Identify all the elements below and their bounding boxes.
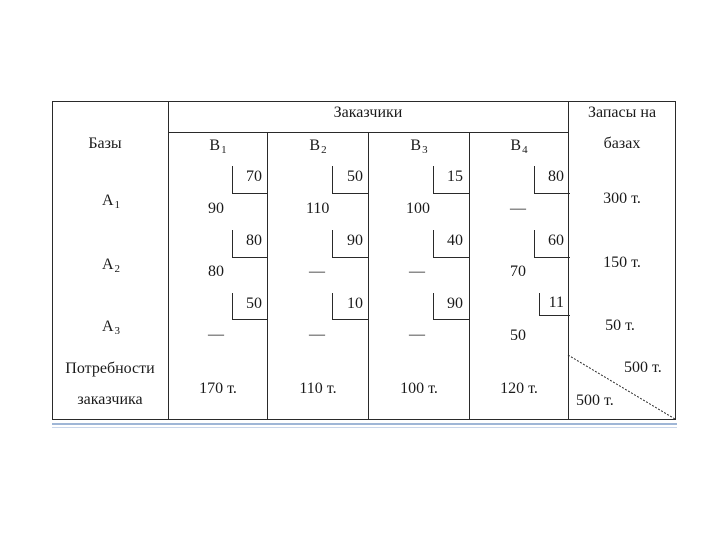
total-demand: 500 т. <box>576 392 614 409</box>
cost-box-h <box>433 193 469 194</box>
cost-box-h <box>433 257 469 258</box>
cost-a2-b2: 90 <box>347 232 363 249</box>
amount-a3-b4: 50 <box>510 327 526 344</box>
demand-b3: 100 т. <box>400 380 438 397</box>
column-header-b3: $B_3$ <box>410 137 428 156</box>
table-border-left <box>52 101 53 420</box>
amount-a3-b1: — <box>208 326 224 343</box>
demand-b4: 120 т. <box>500 380 538 397</box>
customers-header: Заказчики <box>333 104 403 121</box>
cost-box-h <box>232 257 267 258</box>
bottom-accent-line <box>52 423 677 425</box>
cost-box-h <box>534 257 570 258</box>
column-header-b2: $B_2$ <box>309 137 327 156</box>
column-header-b1: $B_1$ <box>209 137 227 156</box>
demand-label-line2: заказчика <box>77 391 143 408</box>
cost-a3-b4: 11 <box>548 294 564 311</box>
stock-a1: 300 т. <box>603 190 641 207</box>
row-header-a1: $A_1$ <box>101 192 121 211</box>
grid-line-h <box>168 132 568 133</box>
cost-a1-b3: 15 <box>447 168 463 185</box>
bottom-accent-line <box>52 427 677 428</box>
cost-a1-b1: 70 <box>246 168 262 185</box>
cost-a3-b1: 50 <box>246 295 262 312</box>
amount-a2-b2: — <box>309 263 325 280</box>
cost-a1-b4: 80 <box>548 168 564 185</box>
cost-a2-b4: 60 <box>548 232 564 249</box>
cost-a3-b2: 10 <box>347 295 363 312</box>
grid-line-v <box>368 132 369 420</box>
amount-a2-b4: 70 <box>510 263 526 280</box>
amount-a1-b3: 100 <box>406 200 430 217</box>
row-header-a2: $A_2$ <box>101 256 121 275</box>
amount-a1-b4: — <box>510 200 526 217</box>
demand-label-line1: Потребности <box>65 360 155 377</box>
table-border-top <box>52 101 676 102</box>
stock-a3: 50 т. <box>605 317 635 334</box>
cost-box-h <box>332 257 368 258</box>
cost-box-h <box>332 193 368 194</box>
grid-line-v <box>267 132 268 420</box>
bases-header: Базы <box>88 135 122 152</box>
cost-box-h <box>232 319 267 320</box>
stock-header-line1: Запасы на <box>587 104 657 121</box>
cost-a2-b3: 40 <box>447 232 463 249</box>
cost-box-h <box>232 193 267 194</box>
stock-a2: 150 т. <box>603 254 641 271</box>
amount-a2-b3: — <box>409 263 425 280</box>
cost-a1-b2: 50 <box>347 168 363 185</box>
total-stock: 500 т. <box>624 359 662 376</box>
stock-header-line2: базах <box>603 135 641 152</box>
cost-a3-b3: 90 <box>447 295 463 312</box>
grid-line-v <box>469 132 470 420</box>
row-header-a3: $A_3$ <box>101 318 121 337</box>
cost-box-h <box>534 193 570 194</box>
grid-line-v <box>168 101 169 420</box>
amount-a1-b1: 90 <box>208 200 224 217</box>
cost-box-h <box>332 319 368 320</box>
demand-b2: 110 т. <box>299 380 337 397</box>
amount-a3-b2: — <box>309 326 325 343</box>
demand-b1: 170 т. <box>199 380 237 397</box>
amount-a3-b3: — <box>409 326 425 343</box>
cost-box-h <box>539 315 570 316</box>
cost-a2-b1: 80 <box>246 232 262 249</box>
amount-a2-b1: 80 <box>208 263 224 280</box>
cost-box-h <box>433 319 469 320</box>
amount-a1-b2: 110 <box>306 200 330 217</box>
column-header-b4: $B_4$ <box>510 137 528 156</box>
